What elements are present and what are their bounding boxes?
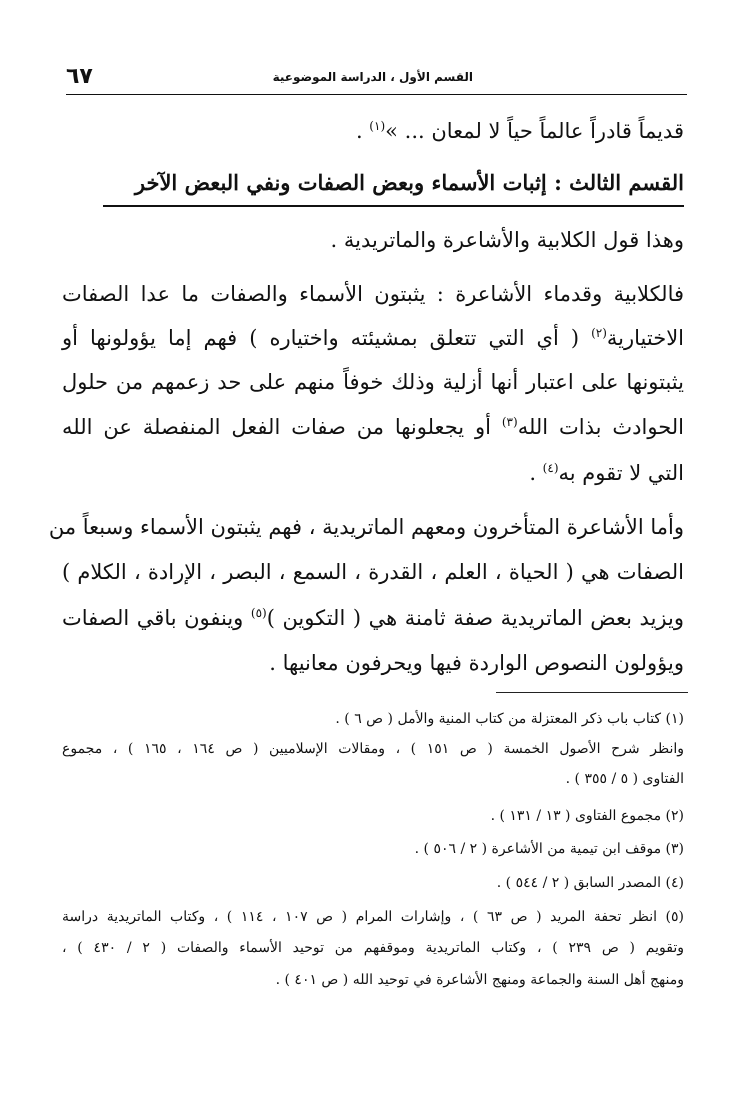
- body-line-4: [62, 323, 684, 353]
- body-text: وينفون باقي الصفات: [62, 606, 251, 630]
- body-text: الاختيارية: [606, 326, 684, 350]
- footnote-1: (١) كتاب باب ذكر المعتزلة من كتاب المنية والأمل ( ص ٦ ) .: [335, 711, 684, 727]
- footnote-1-cont-2: الفتاوى ( ٥ / ٣٥٥ ) .: [565, 771, 684, 787]
- body-text: .: [529, 461, 543, 485]
- body-line-1: [62, 116, 684, 146]
- heading-underline: [103, 205, 684, 207]
- page-number: ٦٧: [66, 64, 93, 89]
- running-title: القسم الأول ، الدراسة الموضوعية: [272, 70, 473, 84]
- section-heading: القسم الثالث : إثبات الأسماء وبعض الصفات ونفي البعض الآخر: [134, 170, 684, 195]
- footnote-4: (٤) المصدر السابق ( ٢ / ٥٤٤ ) .: [496, 875, 684, 891]
- footnote-5-cont-2: ومنهج أهل السنة والجماعة ومنهج الأشاعرة في توحيد الله ( ص ٤٠١ ) .: [275, 972, 684, 988]
- footnote-5-cont-1: وتقويم ( ص ٢٣٩ ) ، وكتاب الماتريدية وموقفهم من توحيد الأسماء والصفات ( ٢ / ٤٣٠ ) ،: [62, 940, 684, 956]
- body-text: أو يجعلونها من صفات الفعل المنفصلة عن الله: [62, 415, 502, 439]
- body-text: ويزيد بعض الماتريدية صفة ثامنة هي ( التكوين ): [266, 606, 684, 630]
- body-text: الحوادث بذات الله: [517, 415, 684, 439]
- footnote-ref-3[interactable]: (٣): [501, 415, 518, 429]
- body-text: قديماً قادراً عالماً حياً لا لمعان ... »: [385, 119, 684, 143]
- footnote-ref-2[interactable]: (٢): [591, 326, 607, 340]
- body-text: التي لا تقوم به: [558, 461, 684, 485]
- body-line-5: يثبتونها على اعتبار أنها أزلية وذلك خوفاً منهم على حد زعمهم من حلول: [62, 370, 684, 394]
- footnote-5: (٥) انظر تحفة المريد ( ص ٦٣ ) ، وإشارات المرام ( ص ١٠٧ ، ١١٤ ) ، وكتاب الماتريدية دراسة: [62, 909, 685, 925]
- body-line-10: [62, 603, 684, 633]
- footnote-2: (٢) مجموع الفتاوى ( ١٣ / ١٣١ ) .: [490, 808, 684, 824]
- body-line-7: [62, 458, 684, 488]
- running-header: [66, 64, 687, 95]
- body-text: .: [355, 119, 370, 143]
- body-text: ( أي التي تتعلق بمشيئته واختياره ) فهم إما يؤولونها أو: [62, 326, 592, 350]
- footnote-ref-5[interactable]: (٥): [250, 606, 267, 620]
- body-line-2: وهذا قول الكلابية والأشاعرة والماتريدية .: [330, 228, 684, 252]
- footnote-separator: [496, 692, 688, 693]
- footnote-1-cont-1: وانظر شرح الأصول الخمسة ( ص ١٥١ ) ، ومقالات الإسلاميين ( ص ١٦٤ ، ١٦٥ ) ، مجموع: [62, 741, 684, 757]
- body-line-9: الصفات هي ( الحياة ، العلم ، القدرة ، السمع ، البصر ، الإرادة ، الكلام ): [62, 560, 684, 584]
- body-line-8: وأما الأشاعرة المتأخرون ومعهم الماتريدية ، فهم يثبتون الأسماء وسبعاً من: [48, 515, 684, 539]
- body-line-6: [62, 412, 684, 442]
- body-line-3: فالكلابية وقدماء الأشاعرة : يثبتون الأسماء والصفات ما عدا الصفات: [62, 282, 684, 306]
- footnote-ref-1[interactable]: (١): [369, 119, 386, 133]
- footnote-3: (٣) موقف ابن تيمية من الأشاعرة ( ٢ / ٥٠٦ ) .: [414, 841, 684, 857]
- body-line-11: ويؤولون النصوص الواردة فيها ويحرفون معانيها .: [269, 651, 684, 675]
- footnote-ref-4[interactable]: (٤): [542, 461, 559, 475]
